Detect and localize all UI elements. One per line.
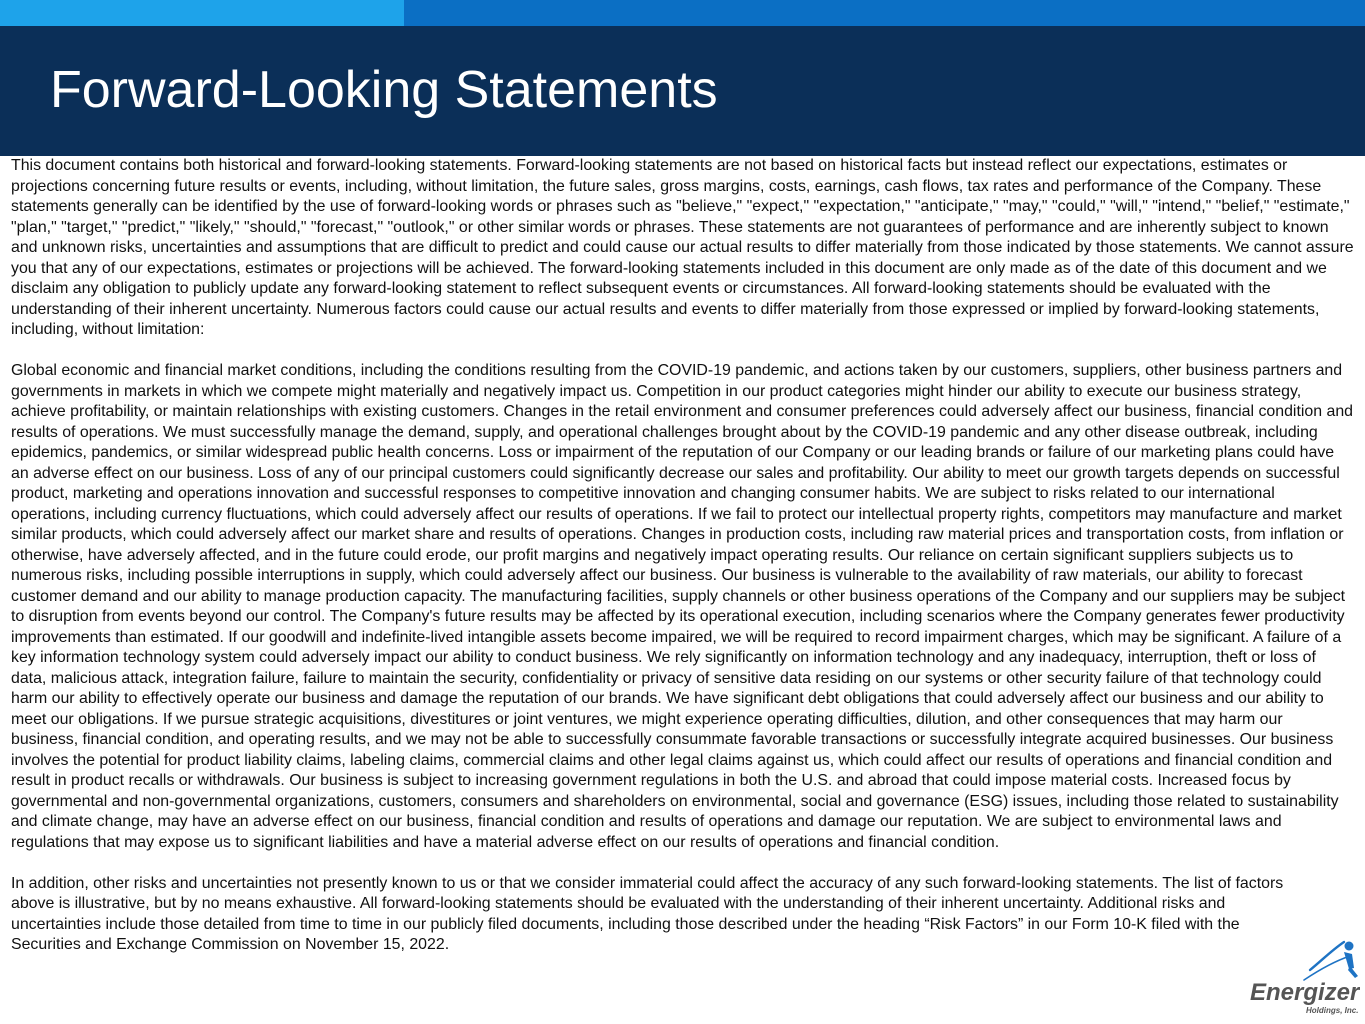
logo-tagline: Holdings, Inc.: [1306, 1006, 1359, 1015]
energizer-logo: [1246, 936, 1360, 1016]
energizer-logo-icon: [1246, 936, 1360, 1016]
additional-risks-paragraph: In addition, other risks and uncertainties not presently known to us or that we consider immaterial could affect the accuracy of any such forward-looking statements. The list of factors above is illustrative, but by no means exhaustive. All forward-looking statements should be evaluated with the understanding of their inherent uncertainty. Additional risks and uncertainties include those detailed from time to time in our publicly filed documents, including those described under the heading “Risk Factors” in our Form 10-K filed with the Securities and Exchange Commission on November 15, 2022.: [11, 874, 1284, 953]
slide-title: Forward-Looking Statements: [50, 61, 718, 119]
slide-body: [11, 156, 1354, 956]
top-accent-bar-dark: [404, 0, 1365, 26]
top-accent-bar-light: [0, 0, 404, 26]
risk-factors-paragraph: Global economic and financial market conditions, including the conditions resulting from the COVID-19 pandemic, and actions taken by our customers, suppliers, other business partners and governments in markets in which we compete might materially and negatively impact us. Competition in our product categories might hinder our ability to execute our business strategy, achieve profitability, or maintain relationships with existing customers. Changes in the retail environment and consumer preferences could adversely affect our business, financial condition and results of operations. We must successfully manage the demand, supply, and operational challenges brought about by the COVID-19 pandemic and any other disease outbreak, including epidemics, pandemics, or similar widespread public health concerns. Loss or impairment of the reputation of our Company or our leading brands or failure of our marketing plans could have an adverse effect on our business. Loss of any of our principal customers could significantly decrease our sales and profitability. Our ability to meet our growth targets depends on successful product, marketing and operations innovation and successful responses to competitive innovation and changing consumer habits. We are subject to risks related to our international operations, including currency fluctuations, which could adversely affect our results of operations. If we fail to protect our intellectual property rights, competitors may manufacture and market similar products, which could adversely affect our market share and results of operations. Changes in production costs, including raw material prices and transportation costs, from inflation or otherwise, have adversely affected, and in the future could erode, our profit margins and negatively impact operating results. Our reliance on certain significant suppliers subjects us to numerous risks, including possible interruptions in supply, which could adversely affect our business. Our business is vulnerable to the availability of raw materials, our ability to forecast customer demand and our ability to manage production capacity. The manufacturing facilities, supply channels or other business operations of the Company and our suppliers may be subject to disruption from events beyond our control. The Company's future results may be affected by its operational execution, including scenarios where the Company generates fewer productivity improvements than estimated. If our goodwill and indefinite-lived intangible assets become impaired, we will be required to record impairment charges, which may be significant. A failure of a key information technology system could adversely impact our ability to conduct business. We rely significantly on information technology and any inadequacy, interruption, theft or loss of data, malicious attack, integration failure, failure to maintain the security, confidentiality or privacy of sensitive data residing on our systems or other security failure of that technology could harm our ability to effectively operate our business and damage the reputation of our brands. We have significant debt obligations that could adversely affect our business and our ability to meet our obligations. If we pursue strategic acquisitions, divestitures or joint ventures, we might experience operating difficulties, dilution, and other consequences that may harm our business, financial condition, and operating results, and we may not be able to successfully consummate favorable transactions or successfully integrate acquired businesses. Our business involves the potential for product liability claims, labeling claims, commercial claims and other legal claims against us, which could affect our results of operations and financial condition and result in product recalls or withdrawals. Our business is subject to increasing government regulations in both the U.S. and abroad that could impose material costs. Increased focus by governmental and non-governmental organizations, customers, consumers and shareholders on environmental, social and governance (ESG) issues, including those related to sustainability and climate change, may have an adverse effect on our business, financial condition and results of operations and damage our reputation. We are subject to environmental laws and regulations that may expose us to significant liabilities and have a material adverse effect on our results of operations and financial condition.: [11, 362, 1354, 851]
logo-wordmark: Energizer: [1250, 979, 1360, 1006]
slide-header: [0, 26, 1365, 156]
intro-paragraph: This document contains both historical and forward-looking statements. Forward-looking statements are not based on historical facts but instead reflect our expectations, estimates or projections concerning future results or events, including, without limitation, the future sales, gross margins, costs, earnings, cash flows, tax rates and performance of the Company. These statements generally can be identified by the use of forward-looking words or phrases such as "believe," "expect," "expectation," "anticipate," "may," "could," "will," "intend," "belief," "estimate," "plan," "target," "predict," "likely," "should," "forecast," "outlook," or other similar words or phrases. These statements are not guarantees of performance and are inherently subject to known and unknown risks, uncertainties and assumptions that are difficult to predict and could cause our actual results to differ materially from those indicated by those statements. We cannot assure you that any of our expectations, estimates or projections will be achieved. The forward-looking statements included in this document are only made as of the date of this document and we disclaim any obligation to publicly update any forward-looking statement to reflect subsequent events or circumstances. All forward-looking statements should be evaluated with the understanding of their inherent uncertainty. Numerous factors could cause our actual results and events to differ materially from those expressed or implied by forward-looking statements, including, without limitation:: [11, 157, 1354, 338]
